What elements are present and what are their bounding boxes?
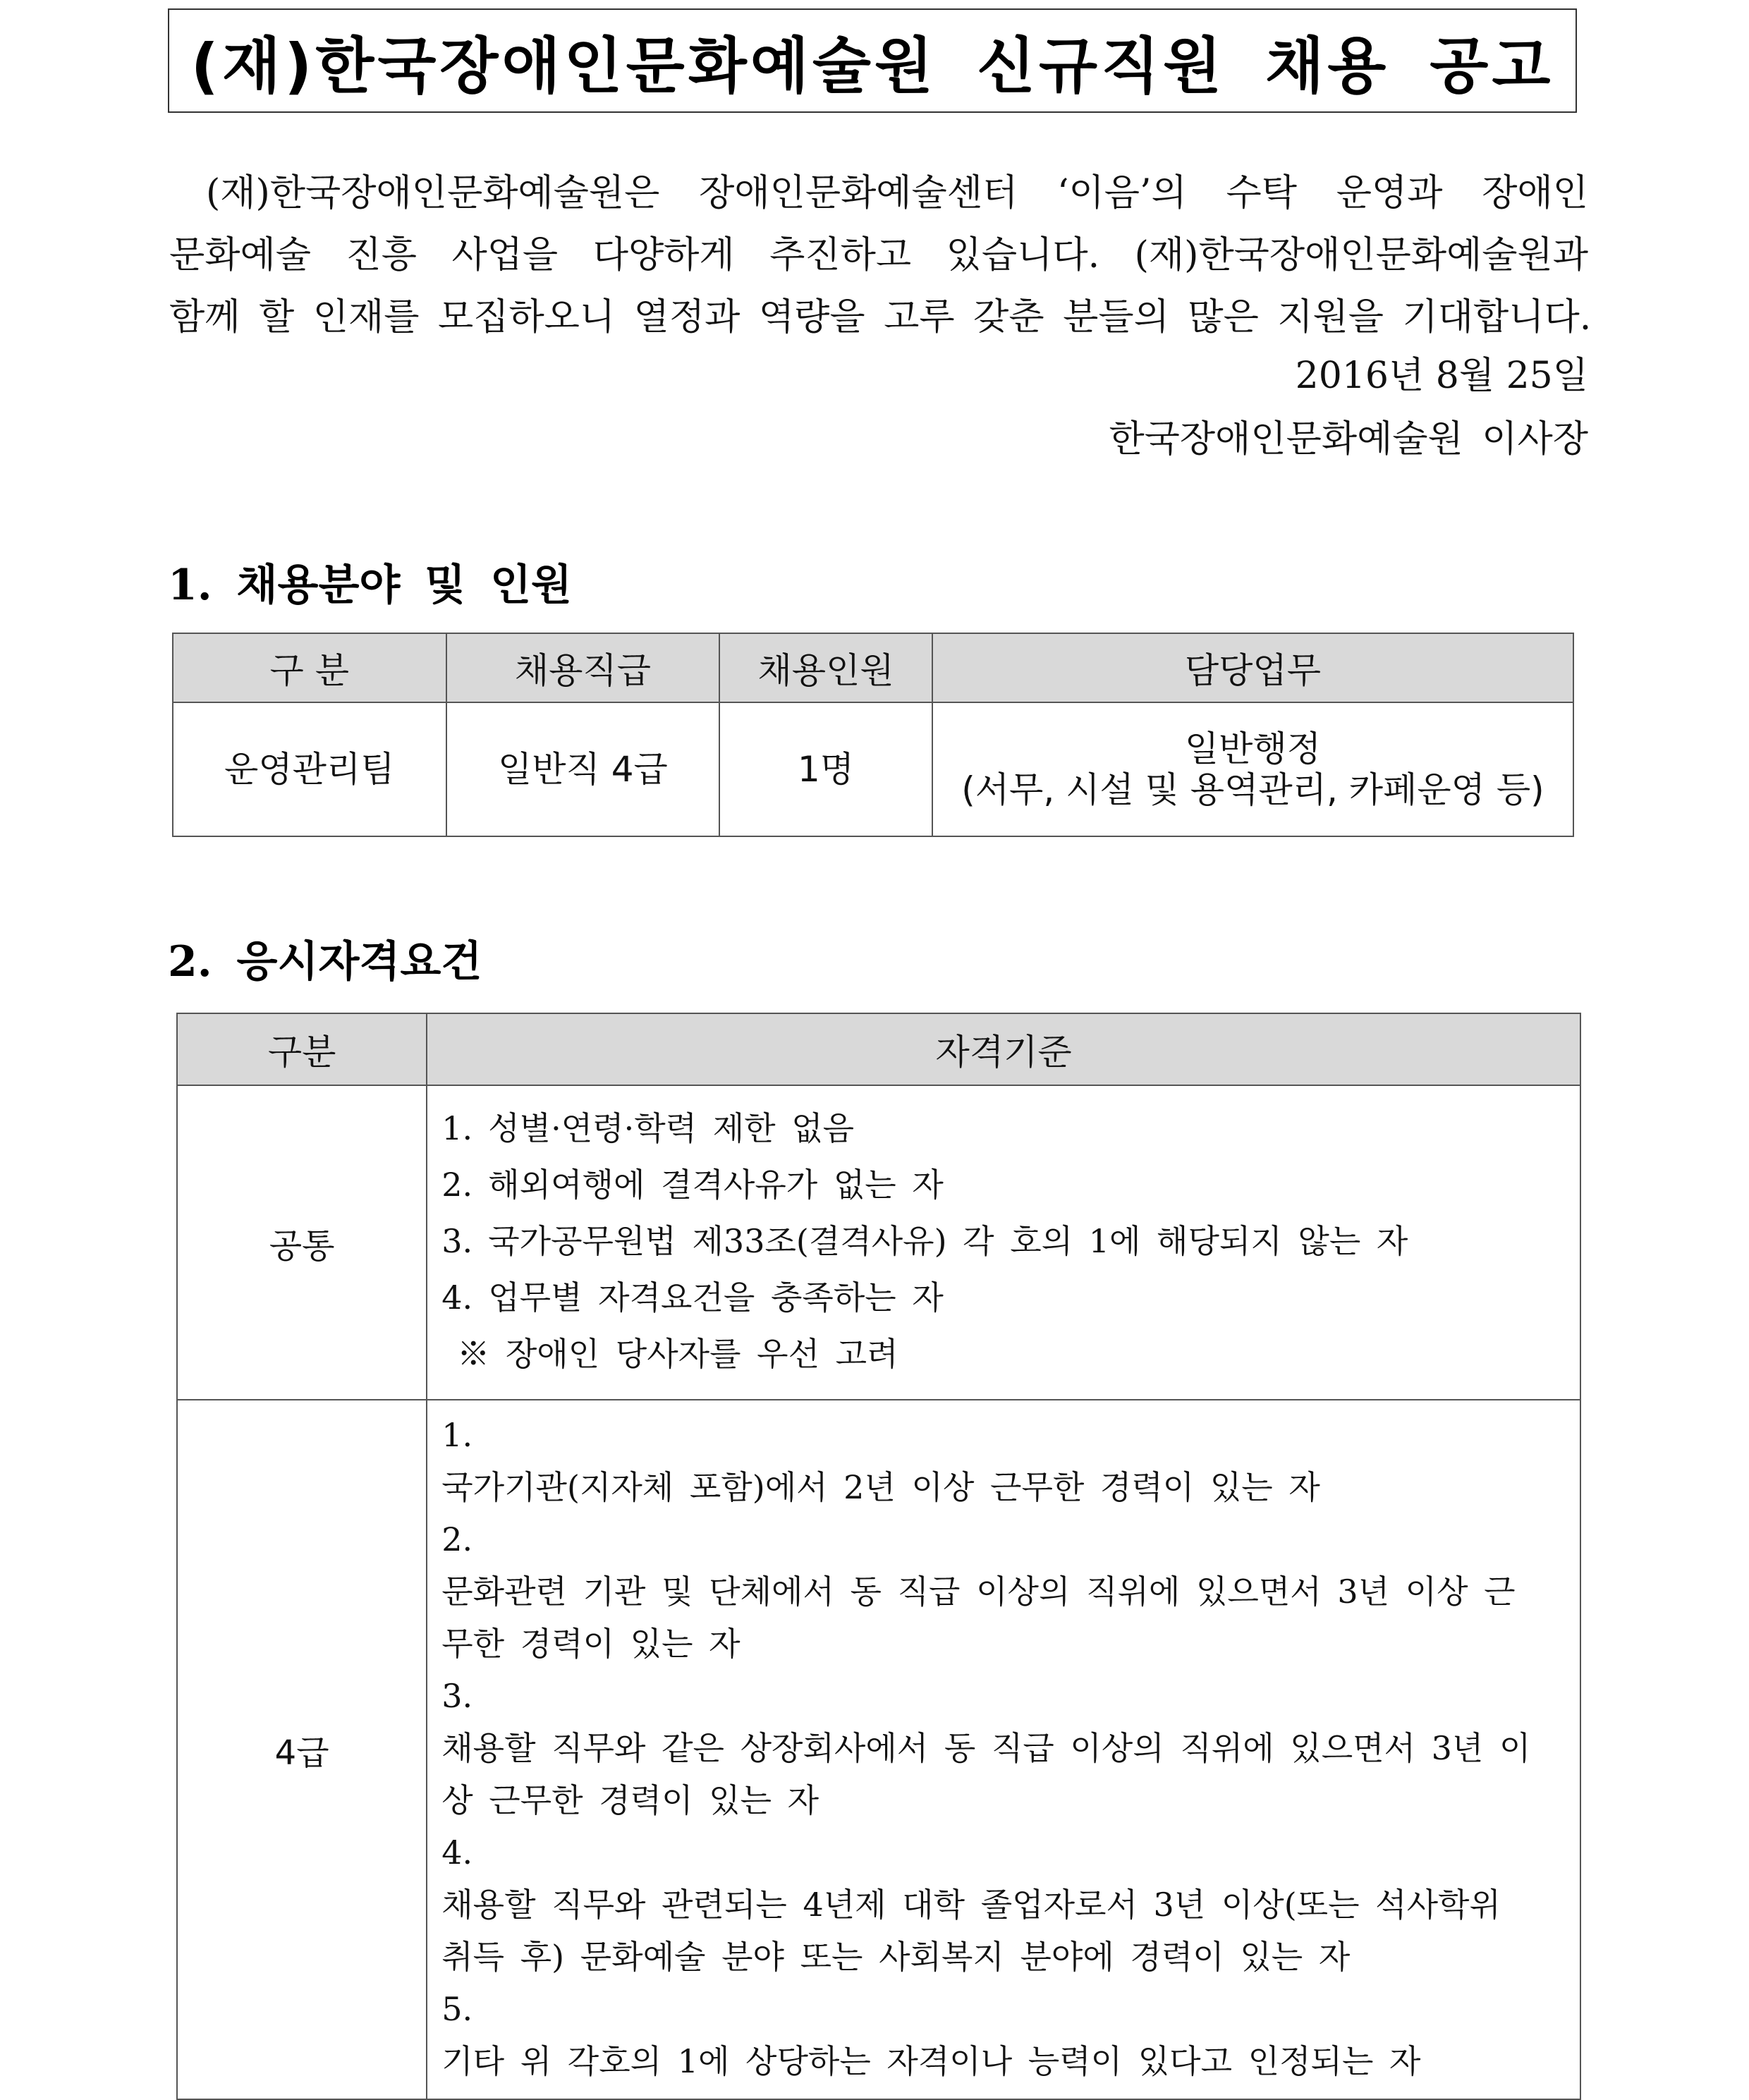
criteria-item: 2. 해외여행에 결격사유가 없는 자	[441, 1166, 944, 1204]
table-row	[177, 1400, 1580, 2099]
header-grade: 채용직급	[446, 633, 720, 702]
header-duty: 담당업무	[932, 633, 1573, 702]
cell-division: 운영관리팀	[173, 702, 446, 836]
cell-grade4-criteria	[427, 1400, 1580, 2099]
cell-grade4-label: 4급	[177, 1400, 427, 2099]
cell-grade: 일반직 4급	[446, 702, 720, 836]
criteria-item: 1. 성별·연령·학력 제한 없음	[441, 1109, 855, 1147]
cell-count: 1명	[719, 702, 932, 836]
table-row	[173, 702, 1573, 836]
header-division: 구 분	[173, 633, 446, 702]
intro-line: (재)한국장애인문화예술원은 장애인문화예술센터 ‘이음’의 수탁 운영과 장애인	[206, 172, 1588, 214]
duty-line: (서무, 시설 및 용역관리, 카페운영 등)	[961, 769, 1544, 810]
cell-common-criteria	[427, 1085, 1580, 1400]
criteria-item: 2.문화관련 기관 및 단체에서 동 직급 이상의 직위에 있으면서 3년 이상 근무한 경력이 있는 자	[441, 1520, 1516, 1663]
document-title: (재)한국장애인문화예술원 신규직원 채용 공고	[190, 31, 1554, 102]
criteria-item: 3.채용할 직무와 같은 상장회사에서 동 직급 이상의 직위에 있으면서 3년 이상 근무한 경력이 있는 자	[441, 1677, 1531, 1819]
cell-common-label: 공통	[177, 1085, 427, 1400]
criteria-item: 1.국가기관(지자체 포함)에서 2년 이상 근무한 경력이 있는 자	[441, 1416, 1320, 1506]
recruitment-table	[172, 633, 1574, 837]
cell-duty	[932, 702, 1573, 836]
duty-line: 일반행정	[1184, 728, 1322, 769]
intro-paragraph	[169, 162, 1592, 348]
header-count: 채용인원	[719, 633, 932, 702]
title-box	[168, 8, 1577, 113]
qualification-table	[176, 1013, 1581, 2100]
header-category: 구분	[177, 1013, 427, 1085]
intro-line: 문화예술 진흥 사업을 다양하게 추진하고 있습니다. (재)한국장애인문화예술원과	[169, 234, 1588, 276]
table-row	[177, 1085, 1580, 1400]
section-2-heading: 2. 응시자격요건	[168, 937, 482, 987]
table-header-row	[173, 633, 1573, 702]
section-1-heading: 1. 채용분야 및 인원	[168, 561, 573, 610]
announcement-date: 2016년 8월 25일	[1295, 355, 1588, 397]
signer: 한국장애인문화예술원 이사장	[1109, 418, 1588, 460]
table-header-row	[177, 1013, 1580, 1085]
intro-line: 함께 할 인재를 모집하오니 열정과 역량을 고루 갖춘 분들의 많은 지원을 기대합니다.	[169, 296, 1592, 338]
criteria-item: 4.채용할 직무와 관련되는 4년제 대학 졸업자로서 3년 이상(또는 석사학위 취득 후) 문화예술 분야 또는 사회복지 분야에 경력이 있는 자	[441, 1833, 1501, 1976]
criteria-item: 4. 업무별 자격요건을 충족하는 자	[441, 1278, 944, 1317]
header-criteria: 자격기준	[427, 1013, 1580, 1085]
criteria-item: 3. 국가공무원법 제33조(결격사유) 각 호의 1에 해당되지 않는 자	[441, 1222, 1408, 1260]
criteria-item: 5.기타 위 각호의 1에 상당하는 자격이나 능력이 있다고 인정되는 자	[441, 1990, 1421, 2080]
criteria-note: ※ 장애인 당사자를 우선 고려	[457, 1335, 898, 1373]
